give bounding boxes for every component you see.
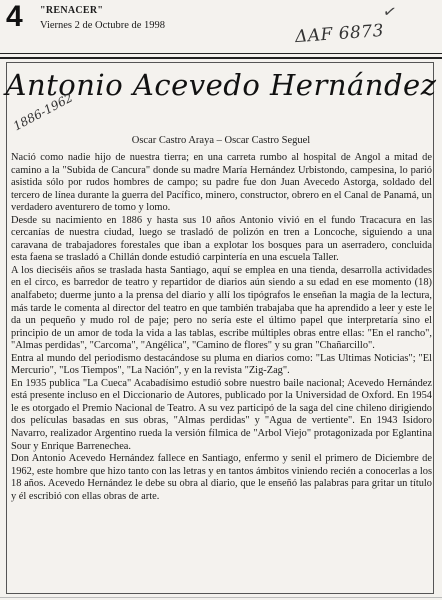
paragraph: Nació como nadie hijo de nuestra tierra; en una carreta rumbo al hospital de Angol a mitad de camino a la "Subida de Cancura" donde su madre María Hernández Urbistondo, campesina, lo parió asistida sólo por rudos hombres de campo; su padre fue don Juan Avecedo Astorga, soldado del tercero de línea durante la guerra del Pacífico, minero, constructor, obrero en el Canal de Panamá, un verdadero aventurero de tomo y lomo.	[11, 152, 432, 214]
paragraph: Desde su nacimiento en 1886 y hasta sus 10 años Antonio vivió en el fundo Tracacura en las cercanías de nuestra ciudad, luego se trasladó de polizón en tren a Loncoche, siguiendo a una caravana de trabajadores forestales que iban a explotar los bosques para un aserradero, concluida esta faena se trasladó a Chillán donde estudió carpintería en una escuela Taller.	[11, 214, 432, 264]
article-byline: Oscar Castro Araya – Oscar Castro Seguel	[131, 135, 311, 146]
handwritten-catalog-number: ΔAF 6873	[294, 20, 385, 48]
header-rule-thick	[0, 57, 442, 59]
handwritten-check-mark: ✓	[381, 2, 398, 23]
paragraph: A los dieciséis años se traslada hasta Santiago, aquí se emplea en una tienda, desarrolla actividades en el circo, es barredor de teatro y repartidor de diarios aún siendo a su edad en ese momento (18) analfabeto; duerme junto a la prensa del diario y allí los tipógrafos le enseñan la magia de la lectura, más tarde le comenta al director del teatro en que también trabajaba que ha aprendido a leer y este le da un pequeño y mudo rol de paje; pero no sería este el último papel que interpretaría sino el principio de un amor de toda la vida a las tablas, escribe múltiples obras entre ellas: "En el rancho", "Almas perdidas", "Carcoma", "Angélica", "Camino de flores" y su gran "Chañarcillo".	[11, 264, 432, 352]
handwritten-years: 1886-1962	[11, 90, 76, 134]
publication-date: Viernes 2 de Octubre de 1998	[40, 20, 166, 31]
footer-rule	[0, 597, 442, 598]
paragraph: Don Antonio Acevedo Hernández fallece en Santiago, enfermo y senil el primero de Diciembre de 1962, este hombre que hizo tanto con las letras y en tantos ámbitos viniendo recién a conocerlas a los 18 años. Acevedo Hernández le debe su obra al diario, que le enseñó las palabras para gritar un título y él escribió con ellas obras de arte.	[11, 453, 432, 502]
article-title: Antonio Acevedo Hernández	[5, 68, 437, 102]
publication-name: "RENACER"	[40, 5, 104, 16]
header-rule	[0, 53, 442, 54]
paragraph: En 1935 publica "La Cueca" Acabadísimo estudió sobre nuestro baile nacional; Acevedo Hernández está presente incluso en el Diccionario de Autores, publicado por la Universidad de Oxford. En 1954 le es otorgado el Premio Nacional de Teatro. A su vez participó de la saga del cine chileno dirigiendo dos películas basadas en sus obras, "Almas perdidas" y "Agua de vertiente". En 1943 Isidoro Navarro, realizador Argentino rueda la versión fílmica de "Arbol Viejo" protagonizada por Eglantina Sour y Enrique Barrenechea.	[11, 377, 432, 452]
page-number: 4	[6, 0, 23, 33]
article-body	[11, 152, 432, 503]
paragraph: Entra al mundo del periodismo destacándose su pluma en diarios como: "Las Ultimas Noticias"; "El Mercurio", "Los Tiempos", "La Nación", y en la revista "Zig-Zag".	[11, 352, 432, 377]
